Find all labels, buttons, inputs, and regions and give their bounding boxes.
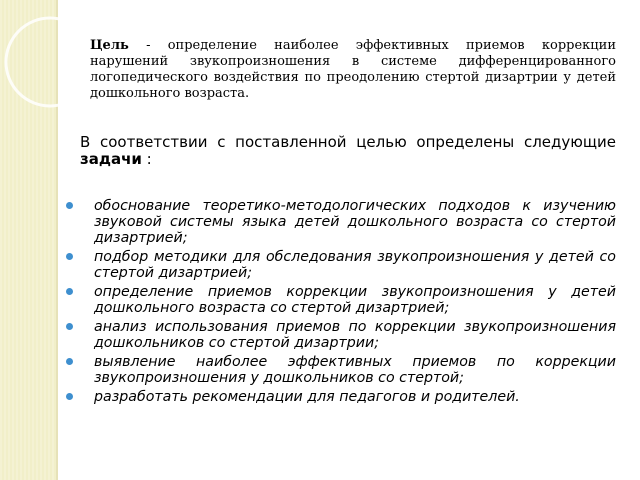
task-item (80, 198, 616, 246)
task-item (80, 284, 616, 316)
task-text: обоснование теоретико-методологических подходов к изучению звуковой системы языка детей дошкольного возраста со стертой дизартрией; (94, 198, 616, 246)
bullet-icon (66, 323, 73, 330)
tasks-keyword: задачи (80, 150, 142, 168)
goal-text: определение наиболее эффективных приемов коррекции нарушений звукопроизношения в системе дифференцированного логопедического воздействия по преодолению стертой дизартрии у детей дошкольного возраста. (90, 38, 616, 101)
goal-separator: - (128, 38, 168, 53)
tasks-intro-prefix: В соответствии с поставленной целью определены следующие (80, 133, 616, 151)
tasks-intro (80, 134, 616, 168)
bullet-icon (66, 358, 73, 365)
goal-label: Цель (90, 38, 129, 53)
task-text: определение приемов коррекции звукопроизношения у детей дошкольного возраста со стертой дизартрией; (94, 284, 616, 316)
task-text: анализ использования приемов по коррекции звукопроизношения дошкольников со стертой дизартрии; (94, 319, 616, 351)
tasks-intro-suffix: : (141, 150, 152, 168)
task-item (80, 389, 616, 405)
tasks-list (80, 198, 616, 405)
task-text: выявление наиболее эффективных приемов по коррекции звукопроизношения у дошкольников со стертой; (94, 354, 616, 386)
bullet-icon (66, 253, 73, 260)
goal-paragraph (90, 38, 616, 102)
task-item (80, 249, 616, 281)
bullet-icon (66, 202, 73, 209)
bullet-icon (66, 288, 73, 295)
slide-content (80, 38, 616, 408)
task-item (80, 354, 616, 386)
task-item (80, 319, 616, 351)
bullet-icon (66, 393, 73, 400)
task-text: разработать рекомендации для педагогов и родителей (94, 389, 516, 405)
deco-circle-large (6, 18, 94, 106)
task-last-suffix: . (515, 389, 520, 405)
task-text: подбор методики для обследования звукопроизношения у детей со стертой дизартрией; (94, 249, 616, 281)
